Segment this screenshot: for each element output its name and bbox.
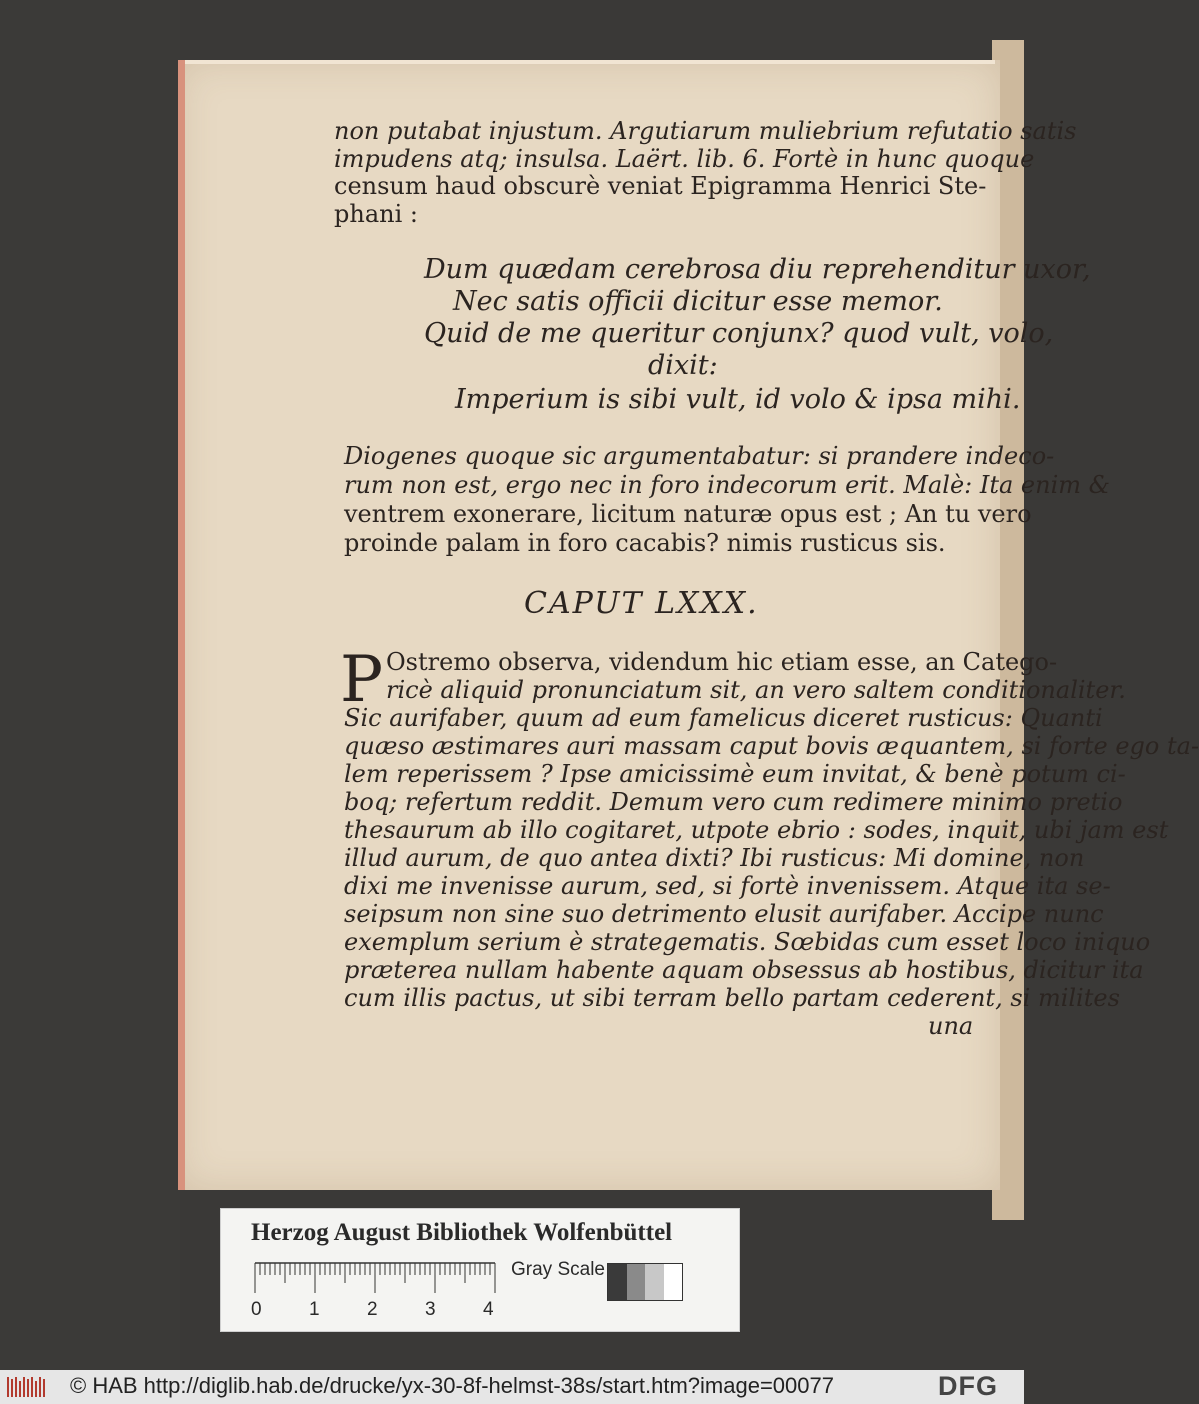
ruler-number: 4 <box>483 1299 494 1320</box>
gray-scale-patches <box>607 1263 683 1301</box>
text-line: quæso æstimares auri massam caput bovis æquantem, si forte ego ta- <box>344 732 1199 760</box>
color-scale-card <box>220 1208 740 1332</box>
text-line: lem reperissem ? Ipse amicissimè eum invitat, & benè potum ci- <box>344 760 1126 788</box>
ruler-number: 3 <box>425 1299 436 1320</box>
text-line: rum non est, ergo nec in foro indecorum erit. Malè: Ita enim & <box>344 471 1111 499</box>
text-line: proinde palam in foro cacabis? nimis rusticus sis. <box>344 529 946 557</box>
source-url[interactable]: © HAB http://diglib.hab.de/drucke/yx-30-8f-helmst-38s/start.htm?image=00077 <box>70 1373 834 1398</box>
epigram-line: dixit: <box>648 350 718 381</box>
epigram-line: Nec satis officii dicitur esse memor. <box>453 286 943 317</box>
text-line: non putabat injustum. Argutiarum muliebrium refutatio satis <box>334 117 1077 145</box>
catchword: una <box>928 1012 974 1040</box>
text-line: præterea nullam habente aquam obsessus ab hostibus, dicitur ita <box>344 956 1144 984</box>
chapter-heading: CAPUT LXXX. <box>524 586 759 621</box>
ruler-number: 0 <box>251 1299 262 1320</box>
ruler-number: 2 <box>367 1299 378 1320</box>
dfg-logo: DFG <box>938 1371 998 1401</box>
epigram-line: Imperium is sibi vult, id volo & ipsa mihi. <box>455 384 1021 415</box>
page-edge-left <box>178 60 185 1190</box>
text-line: impudens atq; insulsa. Laërt. lib. 6. Fortè in hunc quoque <box>334 145 1035 173</box>
scan-background <box>0 0 180 1370</box>
book-page <box>178 60 1000 1190</box>
text-line: boq; refertum reddit. Demum vero cum redimere minimo pretio <box>344 788 1123 816</box>
text-line: seipsum non sine suo detrimento elusit aurifaber. Accipe nunc <box>344 900 1104 928</box>
gray-scale-label: Gray Scale <box>511 1259 605 1280</box>
ruler <box>255 1263 495 1295</box>
library-name: Herzog August Bibliothek Wolfenbüttel <box>251 1219 673 1246</box>
text-line: ventrem exonerare, licitum naturæ opus est ; An tu vero <box>344 500 1032 528</box>
hab-logo-icon <box>6 1375 48 1399</box>
footer-bar <box>0 1370 1024 1404</box>
ruler-number: 1 <box>309 1299 320 1320</box>
text-line: Diogenes quoque sic argumentabatur: si prandere indeco- <box>344 442 1055 470</box>
drop-cap: P <box>340 643 384 717</box>
page-edge-top <box>185 60 995 64</box>
text-line: Sic aurifaber, quum ad eum famelicus diceret rusticus: Quanti <box>344 704 1103 732</box>
epigram-line: Quid de me queritur conjunx? quod vult, volo, <box>424 318 1054 349</box>
text-line: Ostremo observa, videndum hic etiam esse, an Catego- <box>386 648 1058 676</box>
text-line: illud aurum, de quo antea dixti? Ibi rusticus: Mi domine, non <box>344 844 1085 872</box>
epigram-line: Dum quædam cerebrosa diu reprehenditur uxor, <box>424 254 1091 285</box>
text-line: phani : <box>334 200 418 228</box>
text-line: ricè aliquid pronunciatum sit, an vero saltem conditionaliter. <box>386 676 1126 704</box>
text-line: thesaurum ab illo cogitaret, utpote ebrio : sodes, inquit, ubi jam est <box>344 816 1169 844</box>
text-line: censum haud obscurè veniat Epigramma Henrici Ste- <box>334 172 987 200</box>
text-line: cum illis pactus, ut sibi terram bello partam cederent, si milites <box>344 984 1120 1012</box>
text-line: exemplum serium è strategematis. Sœbidas cum esset loco iniquo <box>344 928 1151 956</box>
text-line: dixi me invenisse aurum, sed, si fortè invenissem. Atque ita se- <box>344 872 1111 900</box>
